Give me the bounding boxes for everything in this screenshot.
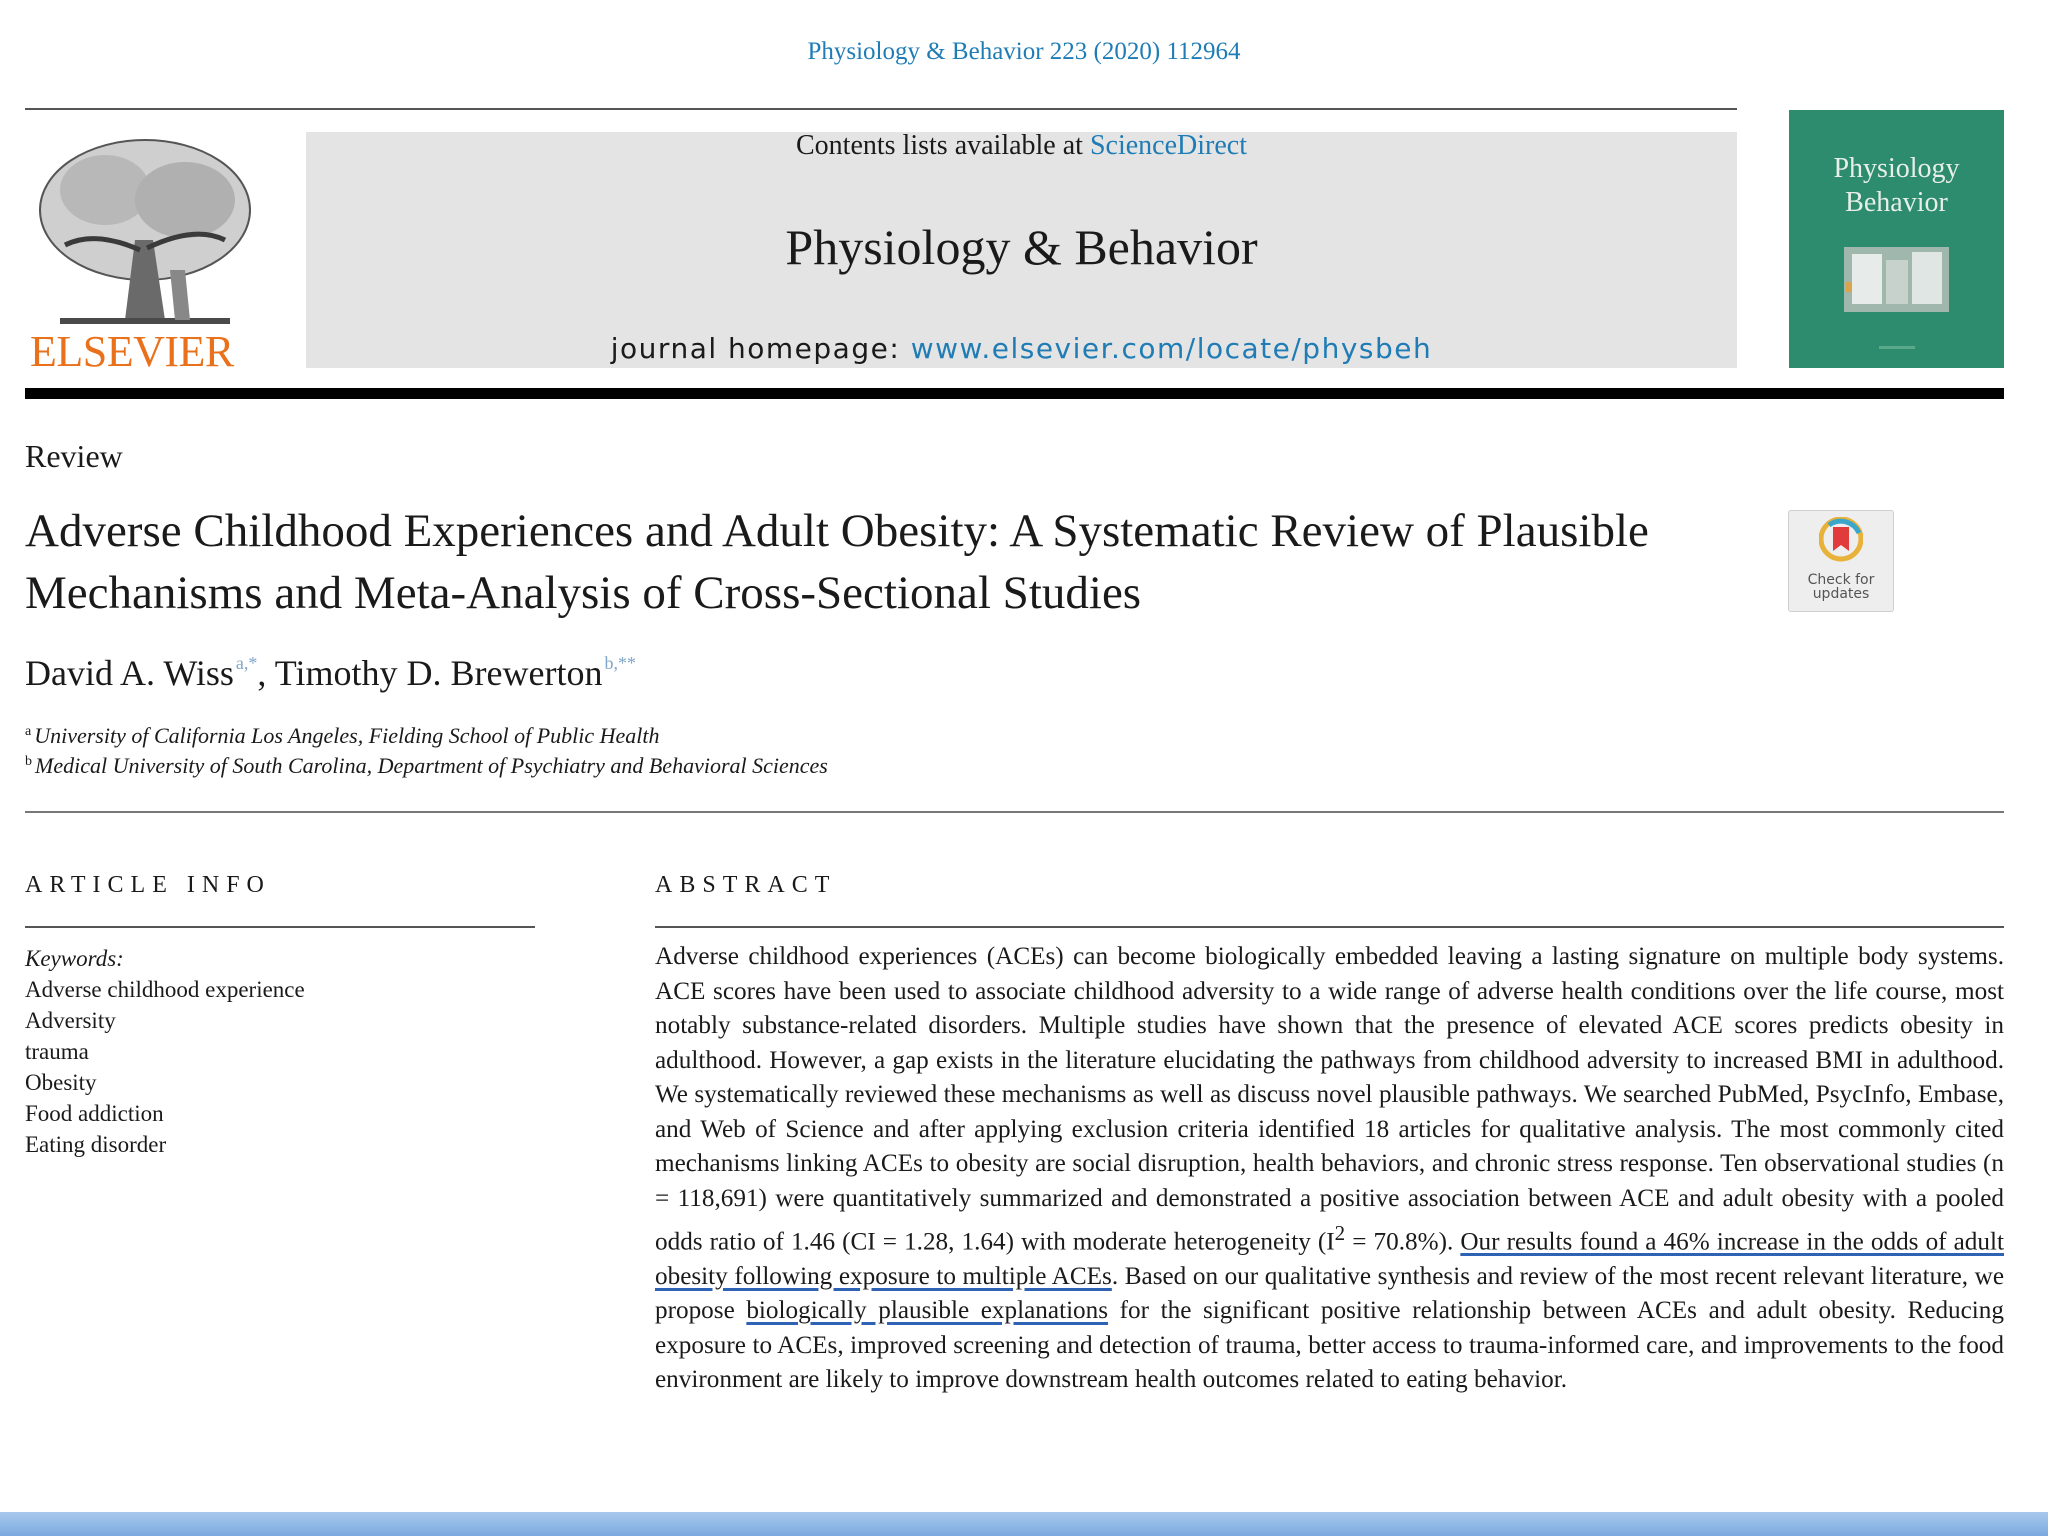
- abstract-text-part: for the significant positive relationship between ACEs and adult obesity. Reducing exposure to ACEs, improved screening and detection of trauma, better access to trauma-informed care, and improvements to the food environment are likely to improve downstream health outcomes related to eating behavior.: [655, 1297, 2004, 1394]
- author-separator: ,: [257, 653, 275, 693]
- cover-title-line1: Physiology: [1833, 153, 1960, 184]
- cover-artwork-icon: [1844, 242, 1949, 312]
- check-updates-line1: Check for: [1807, 572, 1875, 588]
- abstract-highlight: biologically plausible explanations: [746, 1297, 1109, 1325]
- check-for-updates-button[interactable]: [1788, 510, 1894, 612]
- check-updates-line2: updates: [1812, 586, 1870, 602]
- article-info-rule: [25, 926, 535, 928]
- article-type: Review: [25, 438, 123, 474]
- affiliation: [25, 753, 828, 779]
- abstract-text-part: Adverse childhood experiences (ACEs) can become biologically embedded leaving a lasting signature on multiple body systems. ACE scores have been used to associate childhood adversity to a wide range of adverse health conditions over the life course, most notably substance-related disorders. Multiple studies have shown that the presence of elevated ACE scores predicts obesity in adulthood. However, a gap exists in the literature elucidating the pathways from childhood adversity to increased BMI in adulthood. We systematically reviewed these mechanisms as well as discuss novel plausible pathways. We searched PubMed, PsycInfo, Embase, and Web of Science and after applying exclusion criteria identified 18 articles for qualitative analysis. The most commonly cited mechanisms linking ACEs to obesity are social disruption, health behaviors, and chronic stress response. Ten observational studies (n = 118,691) were quantitatively summarized and demonstrated a positive association between ACE and adult obesity with a pooled odds ratio of 1.46 (CI = 1.28, 1.64) with moderate heterogeneity (I: [655, 943, 2004, 1256]
- keyword-item: Obesity: [25, 1070, 97, 1095]
- abstract-text-part: . Based on our qualitative synthesis and review of the most recent relevant literature, we propose: [655, 1262, 2005, 1325]
- check-updates-label: [1789, 573, 1893, 601]
- viewer-bottom-band: [0, 1512, 2048, 1536]
- article-info-heading: ARTICLE INFO: [25, 872, 271, 898]
- elsevier-wordmark[interactable]: ELSEVIER: [30, 327, 234, 376]
- keywords-label: Keywords:: [25, 946, 124, 971]
- keyword-item: trauma: [25, 1039, 89, 1064]
- section-divider: [25, 811, 2004, 813]
- abstract-highlight: Our results found a 46% increase in the odds of adult obesity following exposure to multiple ACEs: [655, 1228, 2004, 1290]
- keywords-block: [25, 943, 305, 1160]
- header-top-rule: [25, 108, 1737, 110]
- abstract-superscript: 2: [1334, 1221, 1346, 1245]
- header-thick-rule: [25, 388, 2004, 399]
- journal-homepage-line: [306, 332, 1737, 365]
- abstract-heading: ABSTRACT: [655, 872, 837, 898]
- keyword-item: Food addiction: [25, 1101, 164, 1126]
- sciencedirect-link[interactable]: ScienceDirect: [1089, 130, 1247, 161]
- author-affiliation-marks[interactable]: a,*: [235, 653, 258, 673]
- abstract-text-part: = 70.8%).: [1345, 1228, 1461, 1256]
- author-list: [25, 652, 636, 694]
- contents-lists-line: [306, 130, 1737, 162]
- affiliation-text: University of California Los Angeles, Fielding School of Public Health: [34, 723, 660, 748]
- check-updates-icon: [1819, 517, 1863, 565]
- affiliation: [25, 723, 660, 749]
- cover-title-line2: Behavior: [1845, 187, 1948, 218]
- author-affiliation-marks[interactable]: b,**: [604, 653, 636, 673]
- keyword-item: Eating disorder: [25, 1132, 167, 1157]
- cover-title: [1789, 152, 2004, 220]
- abstract-body: [655, 940, 2004, 1398]
- journal-name: Physiology & Behavior: [785, 219, 1258, 275]
- affiliation-mark: a: [25, 724, 32, 739]
- keyword-item: Adverse childhood experience: [25, 977, 305, 1002]
- author-name[interactable]: Timothy D. Brewerton: [274, 653, 603, 693]
- cover-bar: [1879, 346, 1915, 349]
- affiliation-mark: b: [25, 754, 32, 769]
- homepage-label: journal homepage:: [610, 332, 901, 365]
- author-name[interactable]: David A. Wiss: [25, 653, 234, 693]
- contents-prefix: Contents lists available at: [796, 130, 1083, 161]
- abstract-rule: [655, 926, 2004, 928]
- keyword-item: Adversity: [25, 1008, 116, 1033]
- homepage-link[interactable]: www.elsevier.com/locate/physbeh: [910, 332, 1433, 365]
- journal-citation[interactable]: Physiology & Behavior 223 (2020) 112964: [807, 38, 1241, 65]
- journal-cover-image[interactable]: [1789, 110, 2004, 368]
- affiliation-text: Medical University of South Carolina, Department of Psychiatry and Behavioral Sciences: [35, 753, 828, 778]
- article-title: Adverse Childhood Experiences and Adult Obesity: A Systematic Review of Plausible Mechanisms and Meta-Analysis of Cross-Sectional Studies: [25, 505, 1649, 619]
